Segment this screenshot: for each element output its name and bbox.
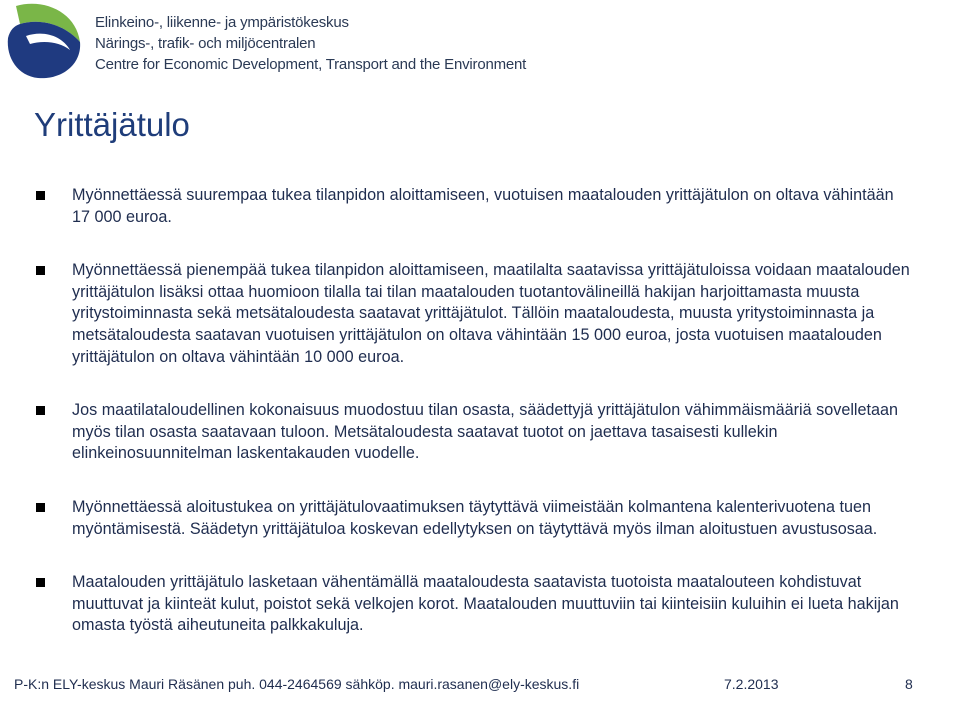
bullet-item	[36, 572, 916, 637]
ely-logo	[4, 2, 82, 80]
square-bullet-icon	[36, 406, 45, 415]
bullet-text: Myönnettäessä suurempaa tukea tilanpidon aloittamiseen, vuotuisen maatalouden yrittäjätulon on oltava vähintään 17 000 euroa.	[72, 186, 894, 226]
org-name-sv: Närings-, trafik- och miljöcentralen	[95, 35, 316, 52]
org-name-en: Centre for Economic Development, Transport and the Environment	[95, 56, 527, 73]
bullet-item	[36, 185, 916, 228]
bullet-text: Myönnettäessä pienempää tukea tilanpidon aloittamiseen, maatilalta saatavissa yrittäjätuloissa voidaan maatalouden yrittäjätulon lisäksi ottaa huomioon tilalla tai tilan maatalouden tuotantovälineillä hakijan harjoittamasta muusta yritystoiminnasta sekä metsätaloudesta saatavat yrittäjätulot. Tällöin maataloudesta, muusta yritystoiminnasta ja metsätaloudesta saatavan vuotuisen yrittäjätulon on oltava vähintään 15 000 euroa, josta vuotuisen maatalouden yrittäjätulon on oltava vähintään 10 000 euroa.	[72, 261, 910, 366]
square-bullet-icon	[36, 503, 45, 512]
bullet-item	[36, 260, 916, 368]
square-bullet-icon	[36, 266, 45, 275]
bullet-text: Jos maatilataloudellinen kokonaisuus muodostuu tilan osasta, säädettyjä yrittäjätulon vähimmäismääriä sovelletaan myös tilan osasta saatavaan tuloon. Metsätaloudesta saatavat tuotot on jaettava tasaisesti kullekin elinkeinosuunnitelman laskentakauden vuodelle.	[72, 401, 899, 463]
square-bullet-icon	[36, 191, 45, 200]
bullet-text: Myönnettäessä aloitustukea on yrittäjätulovaatimuksen täytyttävä viimeistään kolmantena kalenterivuotena tuen myöntämisestä. Säädetyn yrittäjätuloa koskevan edellytyksen on täytyttävä myös ilman aloitustuen avustusosaa.	[72, 497, 878, 538]
organization-name	[95, 12, 526, 75]
bullet-item	[36, 497, 916, 540]
square-bullet-icon	[36, 578, 45, 587]
page-number: 8	[905, 676, 913, 692]
footer-date: 7.2.2013	[724, 676, 779, 692]
bullet-item	[36, 400, 916, 465]
footer-contact: P-K:n ELY-keskus Mauri Räsänen puh. 044-2464569 sähköp. mauri.rasanen@ely-keskus.fi	[14, 676, 580, 692]
slide-title: Yrittäjätulo	[34, 106, 190, 143]
bullet-text: Maatalouden yrittäjätulo lasketaan vähentämällä maataloudesta saatavista tuotoista maatalouteen kohdistuvat muuttuvat ja kiinteät kulut, poistot sekä velkojen korot. Maatalouden muuttuviin tai kiinteisiin kuluihin ei lueta hakijan omasta työstä aiheutuneita palkkakuluja.	[72, 573, 899, 635]
org-name-fi: Elinkeino-, liikenne- ja ympäristökeskus	[95, 14, 349, 31]
bullet-list	[36, 185, 916, 637]
